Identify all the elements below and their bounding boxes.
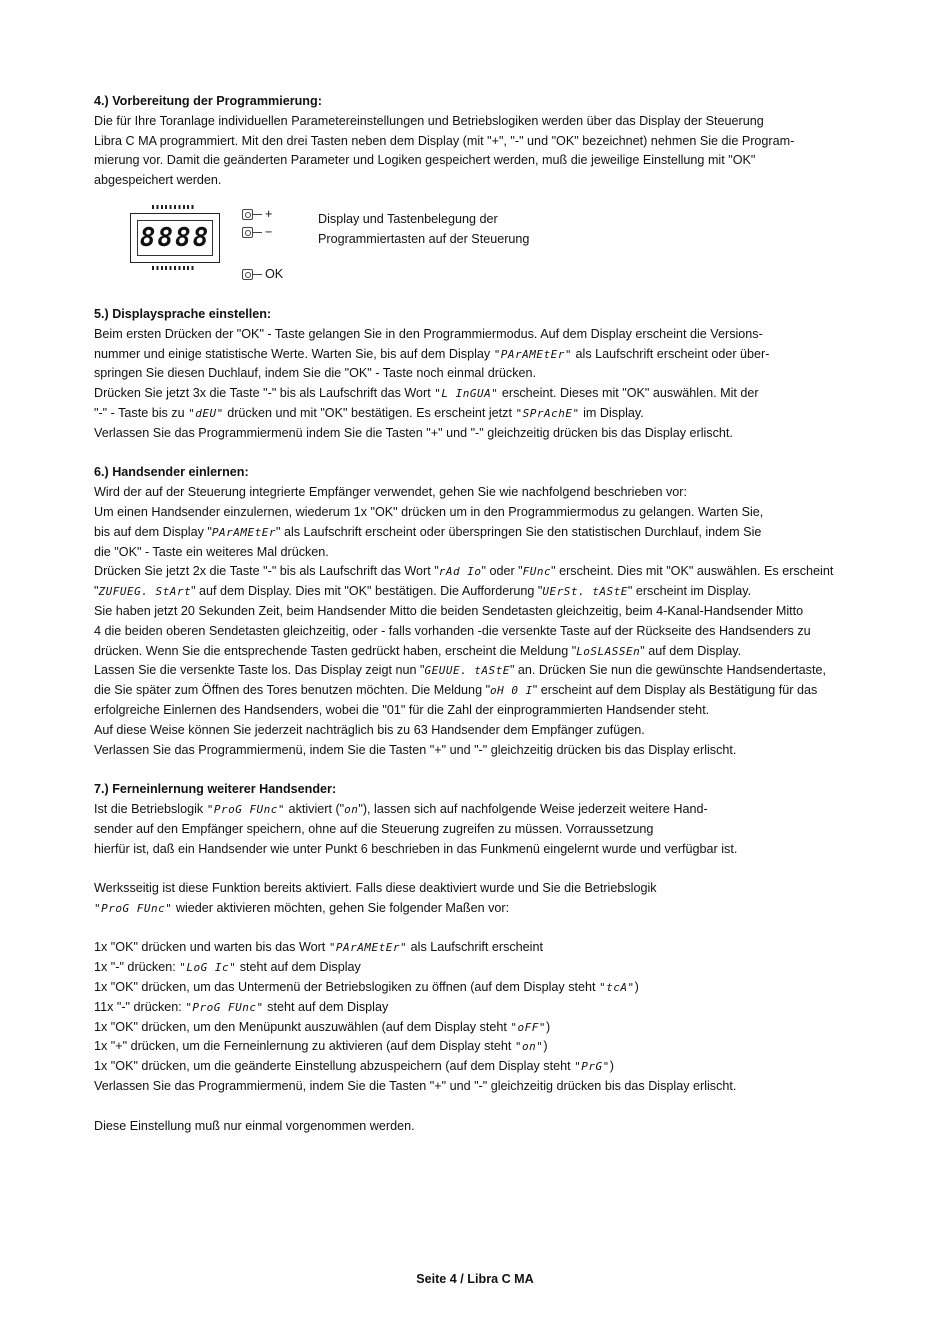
figure-caption-line: Programmiertasten auf der Steuerung: [318, 231, 530, 246]
text-span: " oder ": [481, 564, 523, 579]
display-text: "PArAMEtEr": [493, 347, 573, 361]
paragraph-line: [94, 345, 894, 365]
text-span: bis auf dem Display ": [94, 524, 212, 539]
plus-button-label: +: [265, 206, 273, 221]
step-line: [94, 1057, 894, 1077]
text-span: "), lassen sich auf nachfolgende Weise jederzeit weitere Hand-: [358, 801, 708, 816]
text-span: als Laufschrift erscheint oder über-: [572, 346, 770, 361]
text-span: ": [94, 584, 99, 599]
text-span: steht auf dem Display: [263, 999, 389, 1014]
display-text: "L InGUA": [434, 387, 499, 401]
section-7-heading: 7.) Ferneinlernung weiterer Handsender:: [94, 782, 337, 797]
paragraph-line: [94, 800, 894, 820]
display-text: "on": [514, 1040, 544, 1054]
plus-button: [242, 205, 272, 225]
display-text: on: [344, 802, 359, 816]
step-line: [94, 958, 894, 978]
text-span: " an. Drücken Sie nun die gewünschte Handsendertaste,: [509, 663, 826, 678]
paragraph-line: hierfür ist, daß ein Handsender wie unter Punkt 6 beschrieben in das Funkmenü eingelernt wurde und verfügbar ist.: [94, 841, 738, 856]
text-span: 1x "OK" drücken und warten bis das Wort: [94, 940, 329, 955]
text-span: 11x "-" drücken:: [94, 999, 186, 1014]
paragraph-line: Sie haben jetzt 20 Sekunden Zeit, beim Handsender Mitto die beiden Sendetasten gleichzeitig, beim 4-Kanal-Handsender Mitto: [94, 603, 804, 618]
lcd-display: [130, 213, 220, 263]
step-line: [94, 938, 894, 958]
ok-button: [242, 265, 283, 285]
paragraph-line: [94, 384, 894, 404]
paragraph-line: abgespeichert werden.: [94, 173, 222, 188]
section-4-heading: 4.) Vorbereitung der Programmierung:: [94, 94, 322, 108]
section-5-heading: 5.) Displaysprache einstellen:: [94, 306, 272, 321]
paragraph-line: mierung vor. Damit die geänderten Parameter und Logiken gespeichert werden, muß die jeweilige Einstellung mit "OK": [94, 153, 756, 168]
text-span: "-" - Taste bis zu: [94, 405, 189, 420]
display-text: "ProG FUnc": [185, 1000, 264, 1014]
step-line: [94, 998, 894, 1018]
text-span: steht auf dem Display: [236, 960, 361, 975]
display-text: PArAMEtEr: [211, 525, 276, 539]
paragraph-line: [94, 404, 894, 424]
text-span: 1x "OK" drücken, um das Untermenü der Betriebslogiken zu öffnen (auf dem Display steht: [94, 980, 600, 995]
text-span: Drücken Sie jetzt 2x die Taste "-" bis als Laufschrift das Wort ": [94, 564, 439, 579]
display-text: "SPrAchE": [515, 406, 580, 420]
display-pins-bottom: [152, 266, 196, 270]
paragraph-line: erfolgreiche Einlernen des Handsenders, wobei die "01" für die Zahl der einprogrammierten Handsender steht.: [94, 702, 710, 717]
display-text: "dEU": [188, 406, 224, 420]
display-text: FUnc: [522, 565, 552, 579]
paragraph-line: Um einen Handsender einzulernen, wiederum 1x "OK" drücken um in den Programmiermodus zu gelangen. Warten Sie,: [94, 504, 764, 519]
display-text: rAd Io: [438, 565, 482, 579]
paragraph-line: [94, 661, 894, 681]
text-span: ): [543, 1039, 548, 1054]
text-span: nummer und einige statistische Werte. Warten Sie, bis auf dem Display: [94, 346, 494, 361]
text-span: Lassen Sie die versenkte Taste los. Das Display zeigt nun ": [94, 663, 425, 678]
text-span: Ist die Betriebslogik: [94, 801, 207, 816]
display-figure: [94, 199, 894, 299]
display-text: ZUFUEG. StArt: [98, 585, 192, 599]
lcd-screen: [137, 220, 213, 256]
paragraph-line: Wird der auf der Steuerung integrierte Empfänger verwendet, gehen Sie wie nachfolgend beschrieben vor:: [94, 485, 687, 500]
display-text: "PArAMEtEr": [328, 941, 408, 955]
display-text: "oFF": [510, 1020, 546, 1034]
display-text: UErSt. tAStE: [542, 585, 628, 599]
display-text: "ProG FUnc": [206, 802, 286, 816]
text-span: " auf dem Display.: [640, 643, 742, 658]
step-line: Verlassen Sie das Programmiermenü, indem Sie die Tasten "+" und "-" gleichzeitig drücken bis das Display erlischt.: [94, 1079, 737, 1094]
paragraph-line: Diese Einstellung muß nur einmal vorgenommen werden.: [94, 1118, 415, 1133]
paragraph-line: [94, 582, 894, 602]
text-span: ): [545, 1019, 551, 1034]
paragraph-line: die "OK" - Taste ein weiteres Mal drücken.: [94, 544, 329, 559]
text-span: 1x "OK" drücken, um den Menüpunkt auszuwählen (auf dem Display steht: [94, 1019, 511, 1034]
figure-caption: [318, 209, 529, 249]
text-span: 1x "+" drücken, um die Ferneinlernung zu aktivieren (auf dem Display steht: [94, 1039, 515, 1054]
paragraph-line: [94, 562, 894, 582]
paragraph-line: Die für Ihre Toranlage individuellen Parametereinstellungen und Betriebslogiken werden über das Display der Steuerung: [94, 113, 764, 128]
text-span: drücken. Wenn Sie die entsprechende Tasten gedrückt haben, erscheint die Meldung ": [94, 643, 577, 658]
lcd-digits: 8888: [139, 222, 211, 253]
minus-button: [242, 223, 272, 243]
text-span: " erscheint. Dies mit "OK" auswählen. Es erscheint: [551, 564, 834, 579]
step-line: [94, 1018, 894, 1038]
minus-button-label: −: [265, 224, 273, 239]
paragraph-line: Werksseitig ist diese Funktion bereits aktiviert. Falls diese deaktiviert wurde und Sie die Betriebslogik: [94, 881, 657, 896]
button-symbol-icon: [242, 209, 253, 220]
text-span: " auf dem Display. Dies mit "OK" bestätigen. Die Aufforderung ": [191, 584, 543, 599]
text-span: Drücken Sie jetzt 3x die Taste "-" bis als Laufschrift das Wort: [94, 386, 435, 401]
text-span: wieder aktivieren möchten, gehen Sie folgender Maßen vor:: [172, 900, 510, 915]
text-span: drücken und mit "OK" bestätigen. Es erscheint jetzt: [223, 405, 516, 420]
button-symbol-icon: [242, 227, 253, 238]
document-body: [94, 92, 894, 1136]
text-span: erscheint. Dieses mit "OK" auswählen. Mit der: [498, 386, 759, 401]
display-text: LoSLASSEn: [576, 644, 641, 658]
paragraph-line: [94, 899, 894, 919]
paragraph-line: Verlassen Sie das Programmiermenü, indem Sie die Tasten "+" und "-" gleichzeitig drücken bis das Display erlischt.: [94, 742, 737, 757]
display-text: "PrG": [574, 1060, 610, 1074]
display-text: "ProG FUnc": [94, 901, 173, 915]
text-span: ): [609, 1059, 614, 1074]
step-line: [94, 1037, 894, 1057]
paragraph-line: [94, 681, 894, 701]
paragraph-line: [94, 523, 894, 543]
text-span: im Display.: [579, 405, 644, 420]
text-span: ): [634, 980, 639, 995]
paragraph-line: Verlassen Sie das Programmiermenü indem Sie die Tasten "+" und "-" gleichzeitig drücken bis das Display erlischt.: [94, 425, 733, 440]
button-symbol-icon: [242, 269, 253, 280]
figure-caption-line: Display und Tastenbelegung der: [318, 211, 498, 226]
paragraph-line: Libra C MA programmiert. Mit den drei Tasten neben dem Display (mit "+", "-" und "OK" bezeichnet) nehmen Sie die Program-: [94, 133, 795, 148]
paragraph-line: Beim ersten Drücken der "OK" - Taste gelangen Sie in den Programmiermodus. Auf dem Display erscheint die Versions-: [94, 326, 763, 341]
text-span: als Laufschrift erscheint: [407, 940, 543, 955]
display-text: oH 0 I: [490, 684, 533, 698]
display-pins-top: [152, 205, 196, 209]
paragraph-line: springen Sie diesen Duchlauf, indem Sie die "OK" - Taste noch einmal drücken.: [94, 366, 537, 381]
text-span: " als Laufschrift erscheint oder überspringen Sie den statistischen Durchlauf, indem Sie: [275, 524, 762, 539]
page-footer: Seite 4 / Libra C MA: [416, 1272, 534, 1286]
display-text: "LoG Ic": [179, 961, 237, 975]
text-span: " erscheint im Display.: [627, 584, 752, 599]
text-span: die Sie später zum Öffnen des Tores benutzen möchten. Die Meldung ": [94, 683, 491, 698]
paragraph-line: sender auf den Empfänger speichern, ohne auf die Steuerung zugreifen zu müssen. Vorraussetzung: [94, 821, 654, 836]
section-6-heading: 6.) Handsender einlernen:: [94, 465, 249, 480]
step-line: [94, 978, 894, 998]
paragraph-line: [94, 642, 894, 662]
paragraph-line: Auf diese Weise können Sie jederzeit nachträglich bis zu 63 Handsender dem Empfänger zufügen.: [94, 722, 645, 737]
text-span: aktiviert (": [285, 801, 345, 816]
paragraph-line: 4 die beiden oberen Sendetasten gleichzeitig, oder - falls vorhanden -die versenkte Taste auf der Rückseite des Handsenders zu: [94, 623, 811, 638]
display-text: GEUUE. tAStE: [424, 664, 510, 678]
text-span: " erscheint auf dem Display als Bestätigung für das: [532, 683, 818, 698]
text-span: 1x "-" drücken:: [94, 960, 180, 975]
ok-button-label: OK: [265, 266, 284, 281]
text-span: 1x "OK" drücken, um die geänderte Einstellung abzuspeichern (auf dem Display steht: [94, 1059, 575, 1074]
display-text: "tcA": [599, 981, 635, 995]
